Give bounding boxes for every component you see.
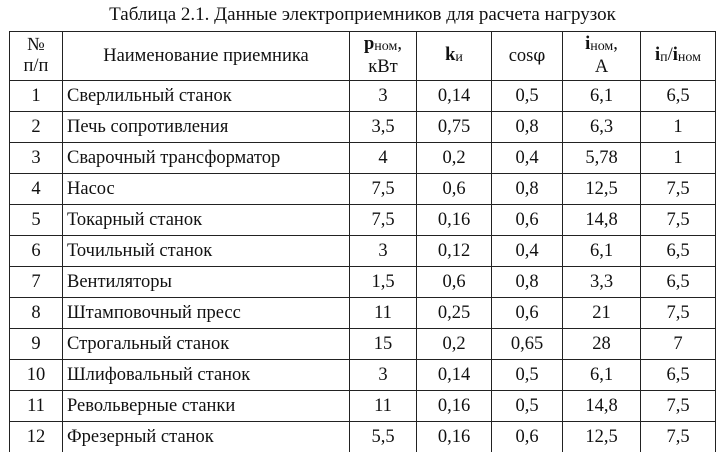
- table-row: [10, 112, 716, 143]
- cell-cos-phi: 0,6: [492, 422, 563, 453]
- cell-cos-phi: 0,8: [492, 267, 563, 298]
- cell-name: Сверлильный станок: [63, 81, 350, 112]
- cell-usage-factor: 0,14: [417, 360, 492, 391]
- header-power-symbol: p: [363, 34, 375, 54]
- table-caption: Таблица 2.1. Данные электроприемников для расчета нагрузок: [109, 4, 616, 25]
- cell-usage-factor: 0,16: [417, 391, 492, 422]
- header-current-comma: ,: [613, 34, 618, 54]
- cell-number: 5: [10, 205, 63, 236]
- header-cos-phi: [492, 32, 563, 81]
- cell-name: Сварочный трансформатор: [63, 143, 350, 174]
- cell-current-ratio: 1: [641, 143, 716, 174]
- cell-number: 10: [10, 360, 63, 391]
- cell-power: 3,5: [350, 112, 417, 143]
- table-row: [10, 360, 716, 391]
- cell-name: Револьверные станки: [63, 391, 350, 422]
- cell-power: 7,5: [350, 205, 417, 236]
- cell-number: 6: [10, 236, 63, 267]
- header-number-abbr: п/п: [23, 56, 49, 76]
- cell-usage-factor: 0,6: [417, 174, 492, 205]
- cell-current: 14,8: [563, 205, 641, 236]
- cell-power: 15: [350, 329, 417, 360]
- cell-usage-factor: 0,2: [417, 329, 492, 360]
- cell-power: 3: [350, 236, 417, 267]
- cell-usage-factor: 0,75: [417, 112, 492, 143]
- cell-cos-phi: 0,6: [492, 298, 563, 329]
- header-ratio-sep: /: [667, 44, 673, 65]
- cell-power: 1,5: [350, 267, 417, 298]
- cell-current: 6,3: [563, 112, 641, 143]
- cell-name: Вентиляторы: [63, 267, 350, 298]
- header-power-unit: кВт: [368, 57, 398, 77]
- cell-number: 8: [10, 298, 63, 329]
- header-ratio-start-symbol: i: [654, 44, 661, 65]
- cell-current-ratio: 7: [641, 329, 716, 360]
- cell-usage-factor: 0,14: [417, 81, 492, 112]
- header-usage-factor-sub: и: [455, 49, 463, 65]
- cell-number: 9: [10, 329, 63, 360]
- table-row: [10, 329, 716, 360]
- cell-current-ratio: 7,5: [641, 174, 716, 205]
- cell-usage-factor: 0,16: [417, 205, 492, 236]
- cell-cos-phi: 0,4: [492, 143, 563, 174]
- header-usage-factor: [417, 32, 492, 81]
- table-row: [10, 205, 716, 236]
- header-number-symbol: №: [27, 35, 45, 55]
- cell-current: 6,1: [563, 236, 641, 267]
- cell-number: 2: [10, 112, 63, 143]
- cell-current: 21: [563, 298, 641, 329]
- cell-current-ratio: 6,5: [641, 360, 716, 391]
- cell-cos-phi: 0,6: [492, 205, 563, 236]
- cell-usage-factor: 0,6: [417, 267, 492, 298]
- cell-power: 3: [350, 360, 417, 391]
- cell-usage-factor: 0,25: [417, 298, 492, 329]
- header-current-ratio: [641, 32, 716, 81]
- cell-power: 5,5: [350, 422, 417, 453]
- table-row: [10, 174, 716, 205]
- cell-current-ratio: 7,5: [641, 422, 716, 453]
- cell-power: 11: [350, 391, 417, 422]
- header-current-symbol: i: [585, 34, 591, 54]
- cell-current-ratio: 6,5: [641, 81, 716, 112]
- cell-current-ratio: 7,5: [641, 298, 716, 329]
- header-power: [350, 32, 417, 81]
- cell-current: 14,8: [563, 391, 641, 422]
- cell-current: 3,3: [563, 267, 641, 298]
- loads-table: [9, 31, 716, 452]
- cell-current-ratio: 7,5: [641, 391, 716, 422]
- cell-name: Токарный станок: [63, 205, 350, 236]
- cell-cos-phi: 0,5: [492, 391, 563, 422]
- table-row: [10, 391, 716, 422]
- cell-current: 5,78: [563, 143, 641, 174]
- cell-current: 6,1: [563, 360, 641, 391]
- cell-cos-phi: 0,4: [492, 236, 563, 267]
- cell-power: 7,5: [350, 174, 417, 205]
- cell-current: 6,1: [563, 81, 641, 112]
- cell-number: 3: [10, 143, 63, 174]
- cell-number: 11: [10, 391, 63, 422]
- cell-name: Точильный станок: [63, 236, 350, 267]
- header-number: [10, 32, 63, 81]
- cell-number: 1: [10, 81, 63, 112]
- cell-usage-factor: 0,2: [417, 143, 492, 174]
- cell-power: 11: [350, 298, 417, 329]
- cell-number: 7: [10, 267, 63, 298]
- cell-current-ratio: 1: [641, 112, 716, 143]
- cell-usage-factor: 0,12: [417, 236, 492, 267]
- table-row: [10, 143, 716, 174]
- cell-cos-phi: 0,5: [492, 81, 563, 112]
- cell-power: 3: [350, 81, 417, 112]
- cell-name: Насос: [63, 174, 350, 205]
- cell-cos-phi: 0,5: [492, 360, 563, 391]
- table-row: [10, 422, 716, 453]
- cell-current-ratio: 6,5: [641, 267, 716, 298]
- table-header-row: [10, 32, 716, 81]
- header-phi-symbol: φ: [533, 45, 546, 66]
- header-ratio-start-sub: п: [660, 49, 668, 65]
- header-usage-factor-symbol: k: [445, 44, 456, 65]
- cell-usage-factor: 0,16: [417, 422, 492, 453]
- cell-current: 28: [563, 329, 641, 360]
- cell-cos-phi: 0,8: [492, 112, 563, 143]
- cell-current: 12,5: [563, 422, 641, 453]
- cell-number: 4: [10, 174, 63, 205]
- cell-name: Фрезерный станок: [63, 422, 350, 453]
- header-current-unit: А: [594, 57, 609, 77]
- cell-current-ratio: 7,5: [641, 205, 716, 236]
- cell-cos-phi: 0,65: [492, 329, 563, 360]
- cell-number: 12: [10, 422, 63, 453]
- header-current: [563, 32, 641, 81]
- cell-name: Шлифовальный станок: [63, 360, 350, 391]
- table-row: [10, 267, 716, 298]
- header-ratio-nom-sub: ном: [677, 49, 701, 65]
- cell-name: Печь сопротивления: [63, 112, 350, 143]
- table-row: [10, 236, 716, 267]
- header-ratio-nom-symbol: i: [672, 44, 678, 65]
- cell-name: Строгальный станок: [63, 329, 350, 360]
- cell-current-ratio: 6,5: [641, 236, 716, 267]
- header-power-comma: ,: [397, 34, 402, 54]
- header-name: Наименование приемника: [63, 32, 350, 81]
- cell-cos-phi: 0,8: [492, 174, 563, 205]
- header-current-sub: ном: [590, 39, 614, 54]
- cell-power: 4: [350, 143, 417, 174]
- header-cos-text: cos: [508, 45, 534, 66]
- table-row: [10, 81, 716, 112]
- table-row: [10, 298, 716, 329]
- header-power-sub: ном: [374, 39, 398, 54]
- cell-name: Штамповочный пресс: [63, 298, 350, 329]
- cell-current: 12,5: [563, 174, 641, 205]
